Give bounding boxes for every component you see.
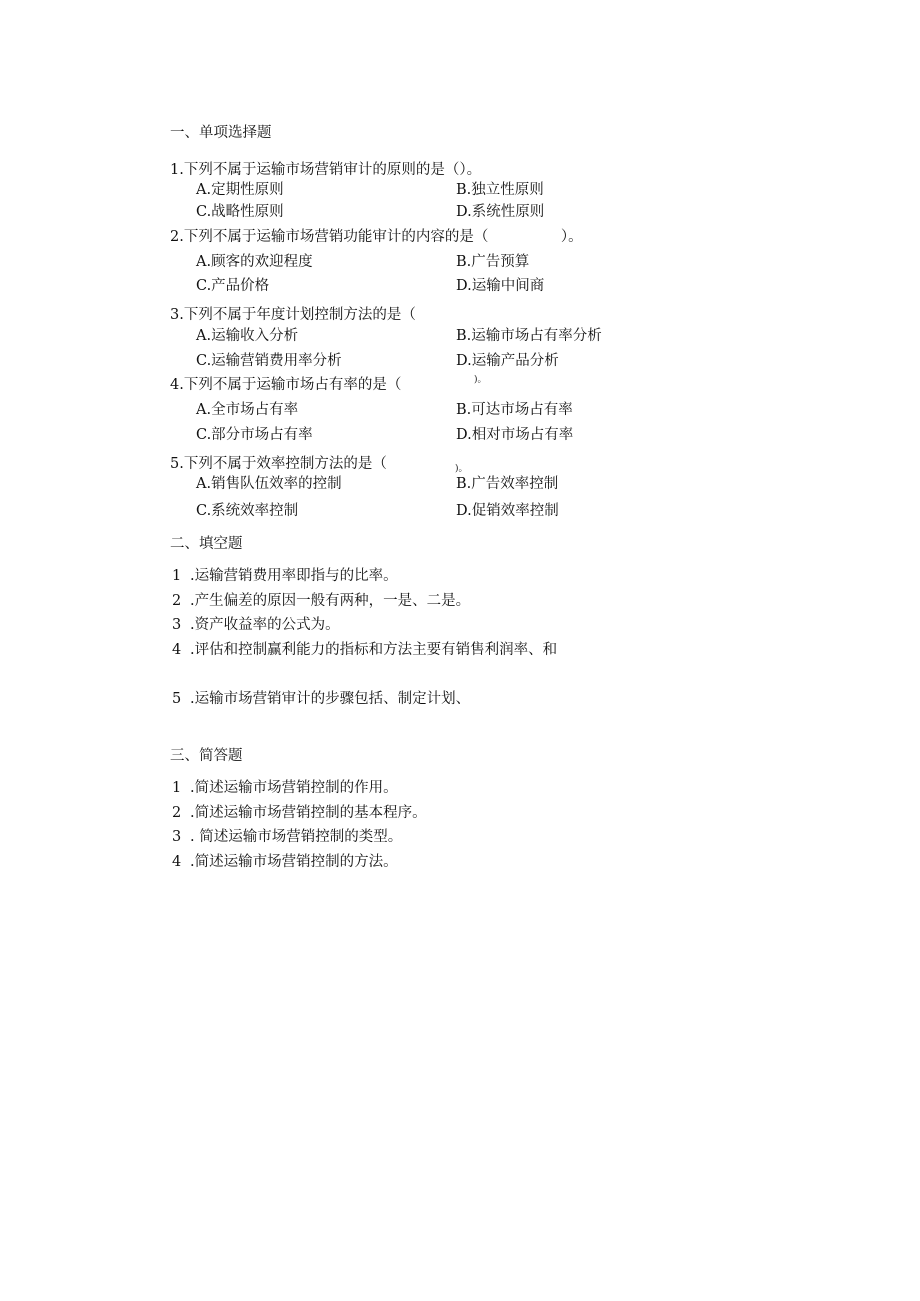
question-5-option-a: A.销售队伍效率的控制 (196, 476, 342, 492)
short-item-2-number: 2 (172, 805, 182, 821)
question-4-option-d: D.相对市场占有率 (456, 427, 574, 443)
question-4-close-mark: )。 (474, 375, 487, 385)
question-3-option-c: C.运输营销费用率分析 (196, 353, 342, 369)
question-5-option-c: C.系统效率控制 (196, 503, 299, 519)
question-1-stem: 1.下列不属于运输市场营销审计的原则的是（）。 (170, 162, 482, 178)
question-1-option-b: B.独立性原则 (456, 182, 544, 198)
question-2-option-d: D.运输中间商 (456, 278, 545, 294)
fill-item-5-text: .运输市场营销审计的步骤包括、制定计划、 (190, 691, 471, 707)
short-item-3-text: . 简述运输市场营销控制的类型。 (190, 829, 403, 845)
question-5-close-mark: )。 (455, 464, 468, 474)
question-2-option-b: B.广告预算 (456, 254, 530, 270)
question-3-option-d: D.运输产品分析 (456, 353, 559, 369)
question-5-option-b: B.广告效率控制 (456, 476, 559, 492)
short-item-3-number: 3 (172, 829, 182, 845)
question-4-option-a: A.全市场占有率 (196, 402, 299, 418)
question-4-stem: 4.下列不属于运输市场占有率的是（ (170, 377, 402, 393)
question-1-option-a: A.定期性原则 (196, 182, 284, 198)
fill-item-3-number: 3 (172, 617, 182, 633)
question-3-option-b: B.运输市场占有率分析 (456, 328, 602, 344)
question-3-option-a: A.运输收入分析 (196, 328, 299, 344)
question-2-stem: 2.下列不属于运输市场营销功能审计的内容的是（ ）。 (170, 229, 583, 245)
short-item-4-text: .简述运输市场营销控制的方法。 (190, 854, 398, 870)
short-item-1-number: 1 (172, 780, 182, 796)
short-item-1-text: .简述运输市场营销控制的作用。 (190, 780, 398, 796)
short-item-4-number: 4 (172, 854, 182, 870)
fill-item-2-number: 2 (172, 593, 182, 609)
question-4-option-b: B.可达市场占有率 (456, 402, 573, 418)
fill-item-1-text: .运输营销费用率即指与的比率。 (190, 568, 398, 584)
fill-item-4-text: .评估和控制赢利能力的指标和方法主要有销售利润率、和 (190, 642, 558, 658)
question-4-option-c: C.部分市场占有率 (196, 427, 313, 443)
question-5-stem: 5.下列不属于效率控制方法的是（ (170, 456, 387, 472)
fill-item-4-number: 4 (172, 642, 182, 658)
question-5-option-d: D.促销效率控制 (456, 503, 559, 519)
section-title-short-answer: 三、简答题 (170, 748, 243, 764)
fill-item-2-text: .产生偏差的原因一般有两种，一是、二是。 (190, 593, 471, 609)
fill-item-3-text: .资产收益率的公式为。 (190, 617, 340, 633)
short-item-2-text: .简述运输市场营销控制的基本程序。 (190, 805, 427, 821)
question-2-option-c: C.产品价格 (196, 278, 270, 294)
question-1-option-c: C.战略性原则 (196, 204, 284, 220)
question-2-option-a: A.顾客的欢迎程度 (196, 254, 313, 270)
question-1-option-d: D.系统性原则 (456, 204, 545, 220)
fill-item-1-number: 1 (172, 568, 182, 584)
fill-item-5-number: 5 (172, 691, 182, 707)
question-3-stem: 3.下列不属于年度计划控制方法的是（ (170, 307, 416, 323)
section-title-fill-blank: 二、填空题 (170, 536, 243, 552)
section-title-single-choice: 一、单项选择题 (170, 125, 272, 141)
